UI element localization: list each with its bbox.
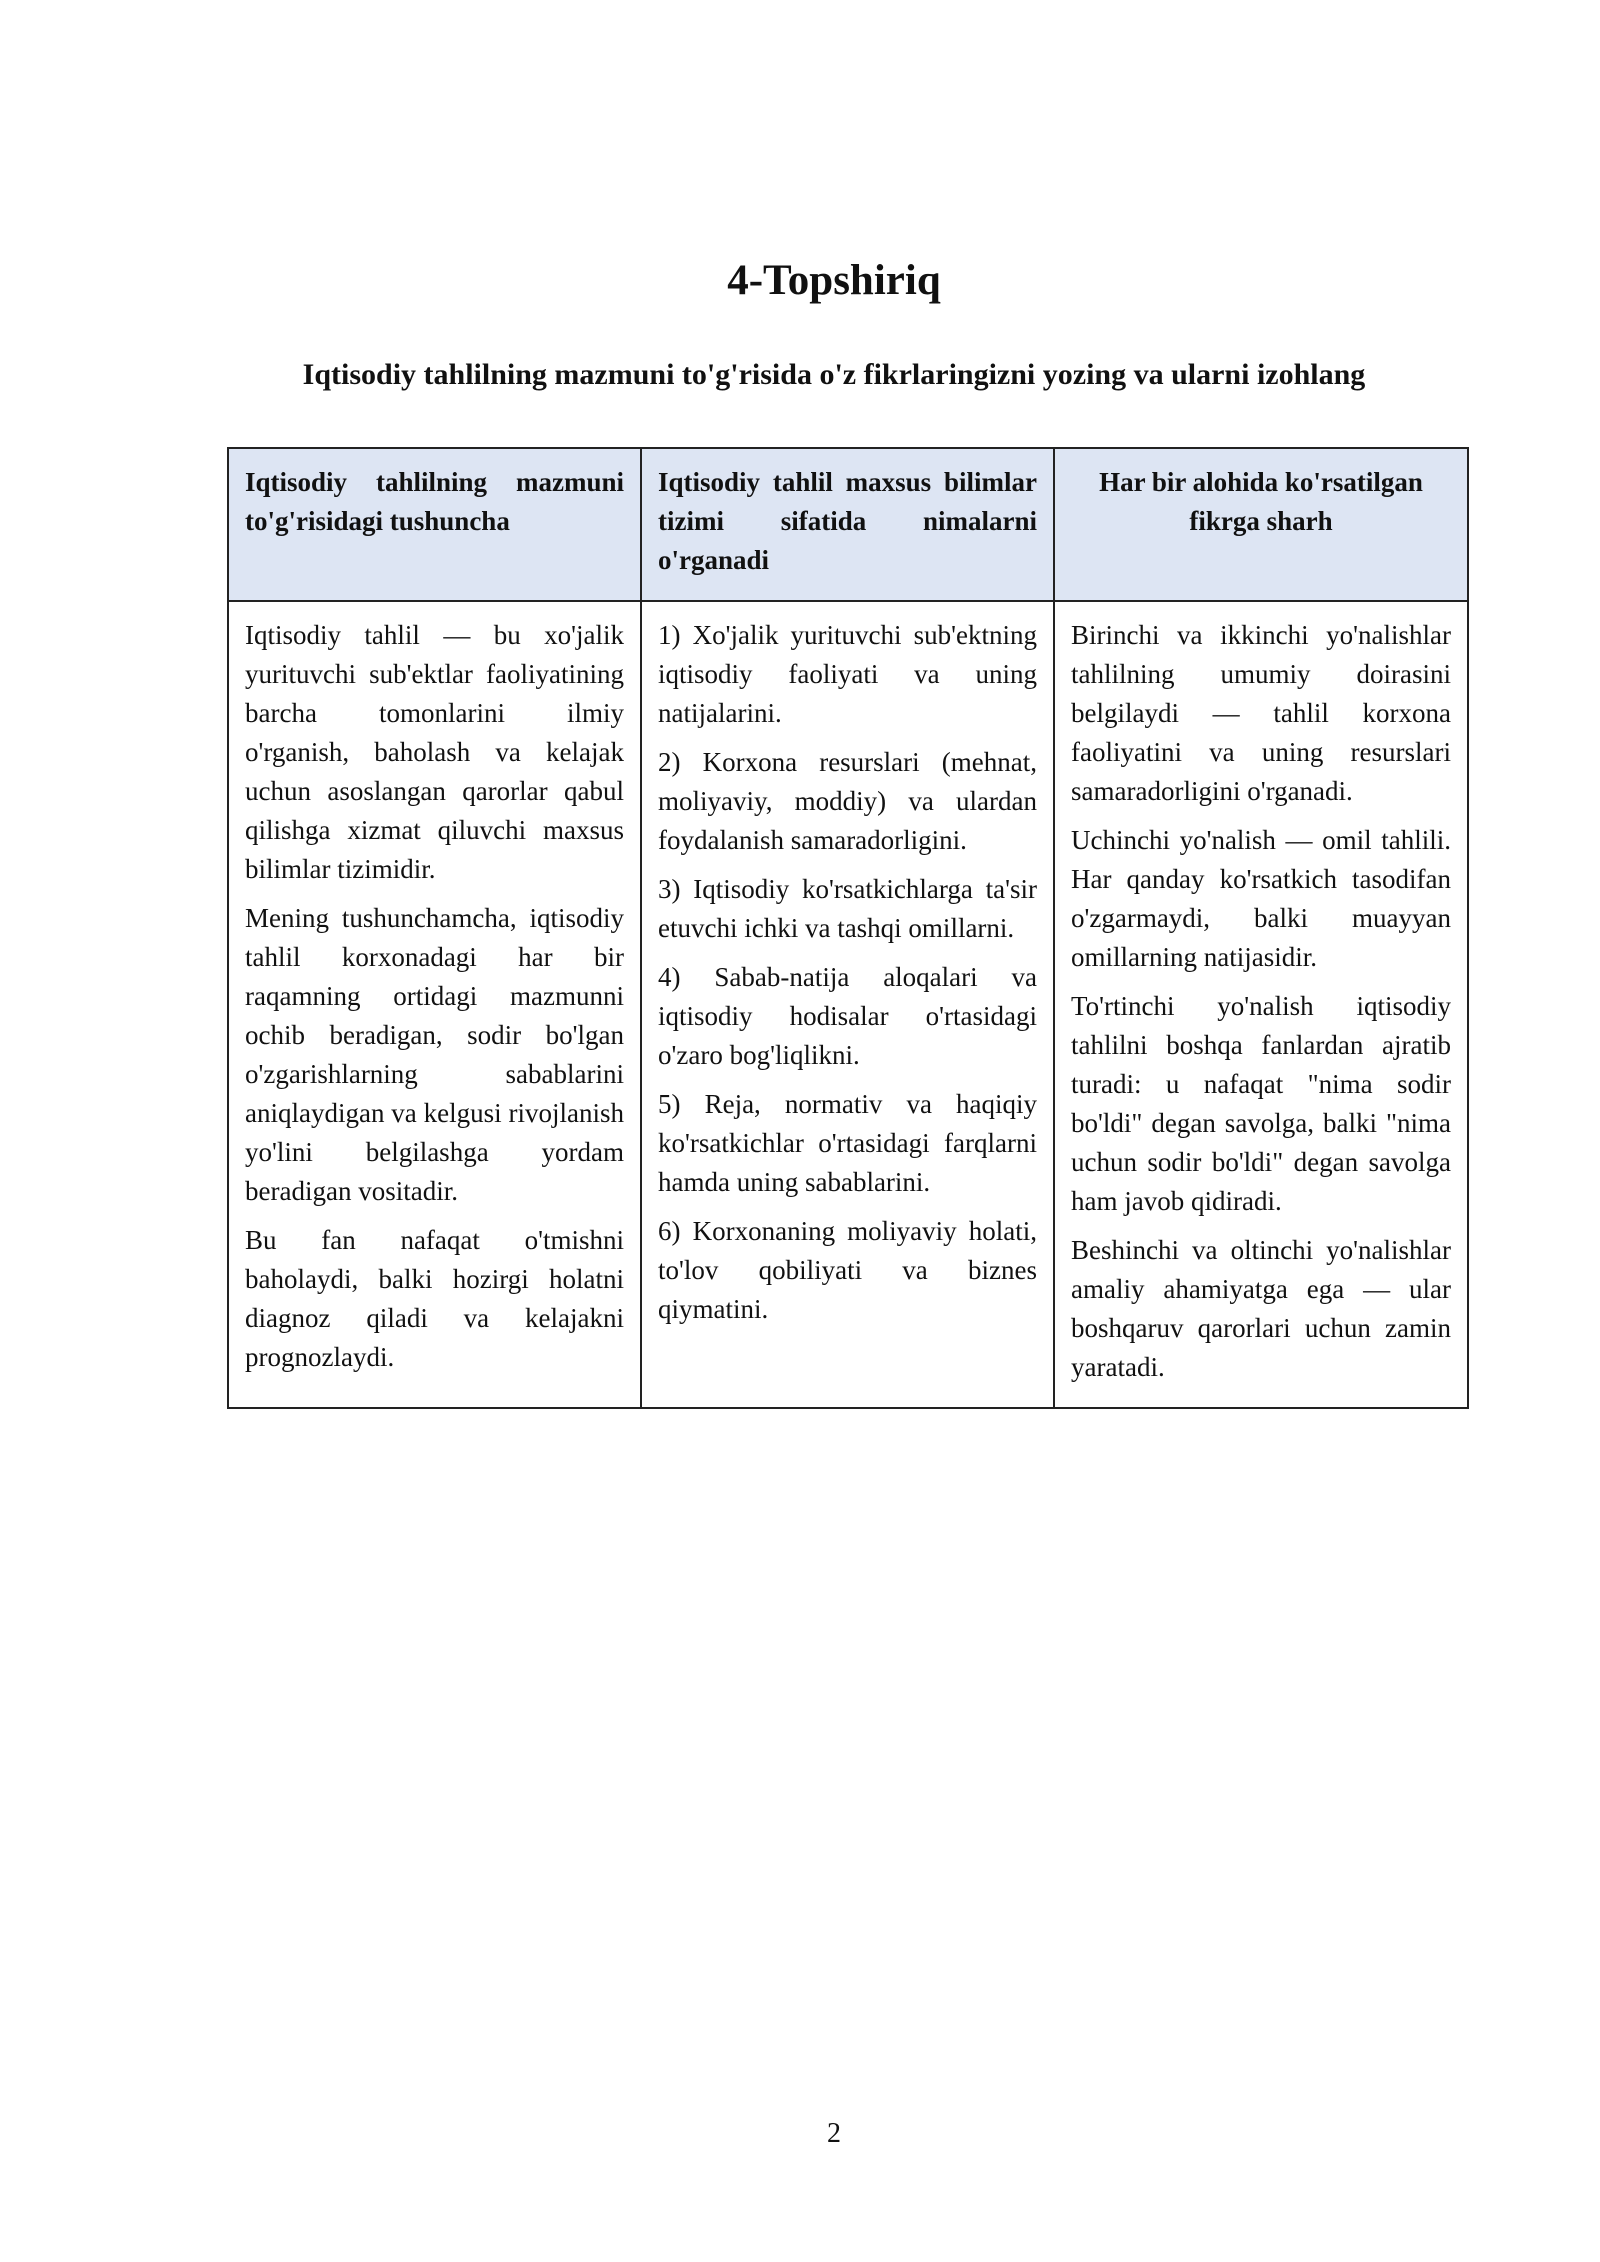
study-item: 1) Xo'jalik yurituvchi sub'ektning iqtisodiy faoliyati va uning natijalarini. (658, 620, 1037, 728)
header-commentary: Har bir alohida ko'rsatilgan fikrga sharh (1054, 448, 1468, 601)
concept-paragraph: Mening tushunchamcha, iqtisodiy tahlil korxonadagi har bir raqamning ortidagi mazmunni ochib beradigan, sodir bo'lgan o'zgarishlarning sabablarini aniqlaydigan va kelgusi rivojlanish yo'lini belgilashga yordam beradigan vositadir. (245, 903, 624, 1206)
header-study-subjects: Iqtisodiy tahlil maxsus bilimlar tizimi sifatida nimalarni o'rganadi (641, 448, 1054, 601)
cell-study-subjects (641, 601, 1054, 1408)
table-header-row (228, 448, 1468, 601)
study-item: 5) Reja, normativ va haqiqiy ko'rsatkichlar o'rtasidagi farqlarni hamda uning sabablarini. (658, 1089, 1037, 1197)
page-title: 4-Topshiriq (727, 257, 941, 304)
cell-commentary (1054, 601, 1468, 1408)
study-item: 2) Korxona resurslari (mehnat, moliyaviy, moddiy) va ulardan foydalanish samaradorligini. (658, 747, 1037, 855)
page-number: 2 (827, 2118, 841, 2149)
study-item: 3) Iqtisodiy ko'rsatkichlarga ta'sir etuvchi ichki va tashqi omillarni. (658, 874, 1037, 943)
commentary-paragraph: To'rtinchi yo'nalish iqtisodiy tahlilni boshqa fanlardan ajratib turadi: u nafaqat "nima sodir bo'ldi" degan savolga, balki "nima uchun sodir bo'ldi" degan savolga ham javob qidiradi. (1071, 991, 1451, 1216)
content-table (227, 447, 1469, 1409)
page-subtitle: Iqtisodiy tahlilning mazmuni to'g'risida o'z fikrlaringizni yozing va ularni izohlang (302, 358, 1366, 391)
cell-concept (228, 601, 641, 1408)
commentary-paragraph: Birinchi va ikkinchi yo'nalishlar tahlilning umumiy doirasini belgilaydi — tahlil korxona faoliyatini va uning resurslari samaradorligini o'rganadi. (1071, 620, 1451, 806)
concept-paragraph: Bu fan nafaqat o'tmishni baholaydi, balki hozirgi holatni diagnoz qiladi va kelajakni prognozlaydi. (245, 1225, 624, 1372)
concept-paragraph: Iqtisodiy tahlil — bu xo'jalik yurituvchi sub'ektlar faoliyatining barcha tomonlarini ilmiy o'rganish, baholash va kelajak uchun asoslangan qarorlar qabul qilishga xizmat qiluvchi maxsus bilimlar tizimidir. (245, 620, 624, 884)
commentary-paragraph: Uchinchi yo'nalish — omil tahlili. Har qanday ko'rsatkich tasodifan o'zgarmaydi, balki muayyan omillarning natijasidir. (1071, 825, 1451, 972)
study-item: 6) Korxonaning moliyaviy holati, to'lov qobiliyati va biznes qiymatini. (658, 1216, 1037, 1324)
table-row (228, 601, 1468, 1408)
header-concept: Iqtisodiy tahlilning mazmuni to'g'risidagi tushuncha (228, 448, 641, 601)
commentary-paragraph: Beshinchi va oltinchi yo'nalishlar amaliy ahamiyatga ega — ular boshqaruv qarorlari uchun zamin yaratadi. (1071, 1235, 1451, 1382)
study-item: 4) Sabab-natija aloqalari va iqtisodiy hodisalar o'rtasidagi o'zaro bog'liqlikni. (658, 962, 1037, 1070)
